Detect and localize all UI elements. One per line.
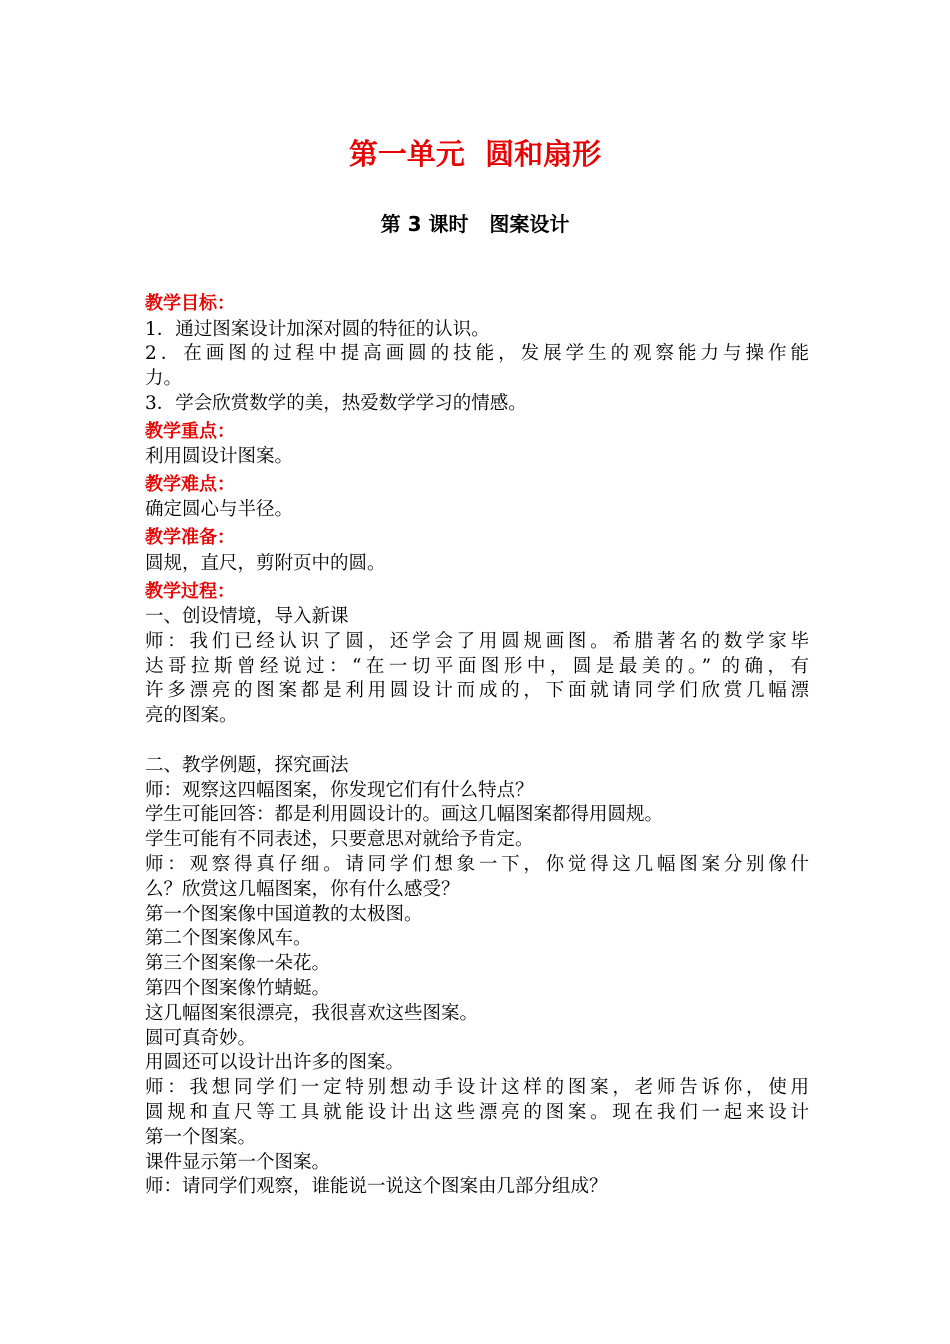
key-points-heading: 教学重点： [145, 420, 235, 442]
objectives-heading: 教学目标： [145, 293, 235, 314]
process-line: 第一个图案像中国道教的太极图。 [145, 903, 423, 925]
process-line: 师：我们已经认识了圆，还学会了用圆规画图。希腊著名的数学家毕 [145, 630, 809, 652]
objective-line: 力。 [145, 368, 183, 390]
difficulties-line: 确定圆心与半径。 [145, 499, 294, 521]
process-line: 学生可能回答：都是利用圆设计的。画这几幅图案都得用圆规。 [145, 804, 664, 826]
process-line: 圆规和直尺等工具就能设计出这些漂亮的图案。现在我们一起来设计 [145, 1102, 809, 1124]
process-line: 第一个图案。 [145, 1126, 257, 1148]
process-line: 第二个图案像风车。 [145, 928, 312, 950]
process-line: 用圆还可以设计出许多的图案。 [145, 1052, 405, 1074]
objective-line: 3．学会欣赏数学的美，热爱数学学习的情感。 [145, 392, 527, 414]
process-line: 圆可真奇妙。 [145, 1027, 257, 1049]
preparation-line: 圆规，直尺，剪附页中的圆。 [145, 552, 386, 574]
objective-line: 1．通过图案设计加深对圆的特征的认识。 [145, 318, 490, 340]
preparation-heading: 教学准备： [145, 527, 235, 549]
process-line: 师：请同学们观察，谁能说一说这个图案由几部分组成？ [145, 1176, 608, 1198]
process-line: 课件显示第一个图案。 [145, 1151, 331, 1173]
process-subheading: 二、教学例题，探究画法 [145, 754, 349, 776]
process-subheading: 一、创设情境，导入新课 [145, 606, 349, 628]
difficulties-heading: 教学难点： [145, 473, 235, 495]
process-line: 第四个图案像竹蜻蜓。 [145, 978, 331, 1000]
process-heading: 教学过程： [145, 580, 235, 602]
process-line: 师：观察这四幅图案，你发现它们有什么特点？ [145, 779, 534, 801]
objective-line: 2．在画图的过程中提高画圆的技能，发展学生的观察能力与操作能 [145, 343, 809, 365]
process-line: 师：我想同学们一定特别想动手设计这样的图案，老师告诉你，使用 [145, 1077, 809, 1099]
unit-title: 第一单元 圆和扇形 [348, 137, 602, 171]
process-line: 学生可能有不同表述，只要意思对就给予肯定。 [145, 829, 534, 851]
lesson-title: 第 3 课时 图案设计 [380, 212, 570, 236]
process-line: 亮的图案。 [145, 705, 238, 727]
process-line: 这几幅图案很漂亮，我很喜欢这些图案。 [145, 1002, 479, 1024]
key-points-line: 利用圆设计图案。 [145, 446, 294, 468]
process-line: 第三个图案像一朵花。 [145, 953, 331, 975]
process-line: 许多漂亮的图案都是利用圆设计而成的，下面就请同学们欣赏几幅漂 [145, 680, 809, 702]
process-line: 么？欣赏这几幅图案，你有什么感受？ [145, 878, 460, 900]
process-line: 达哥拉斯曾经说过：“在一切平面图形中，圆是最美的。” 的确，有 [145, 655, 809, 677]
document-body [145, 289, 809, 1200]
paragraph-spacer [145, 729, 809, 754]
process-line: 师：观察得真仔细。请同学们想象一下，你觉得这几幅图案分别像什 [145, 854, 809, 876]
